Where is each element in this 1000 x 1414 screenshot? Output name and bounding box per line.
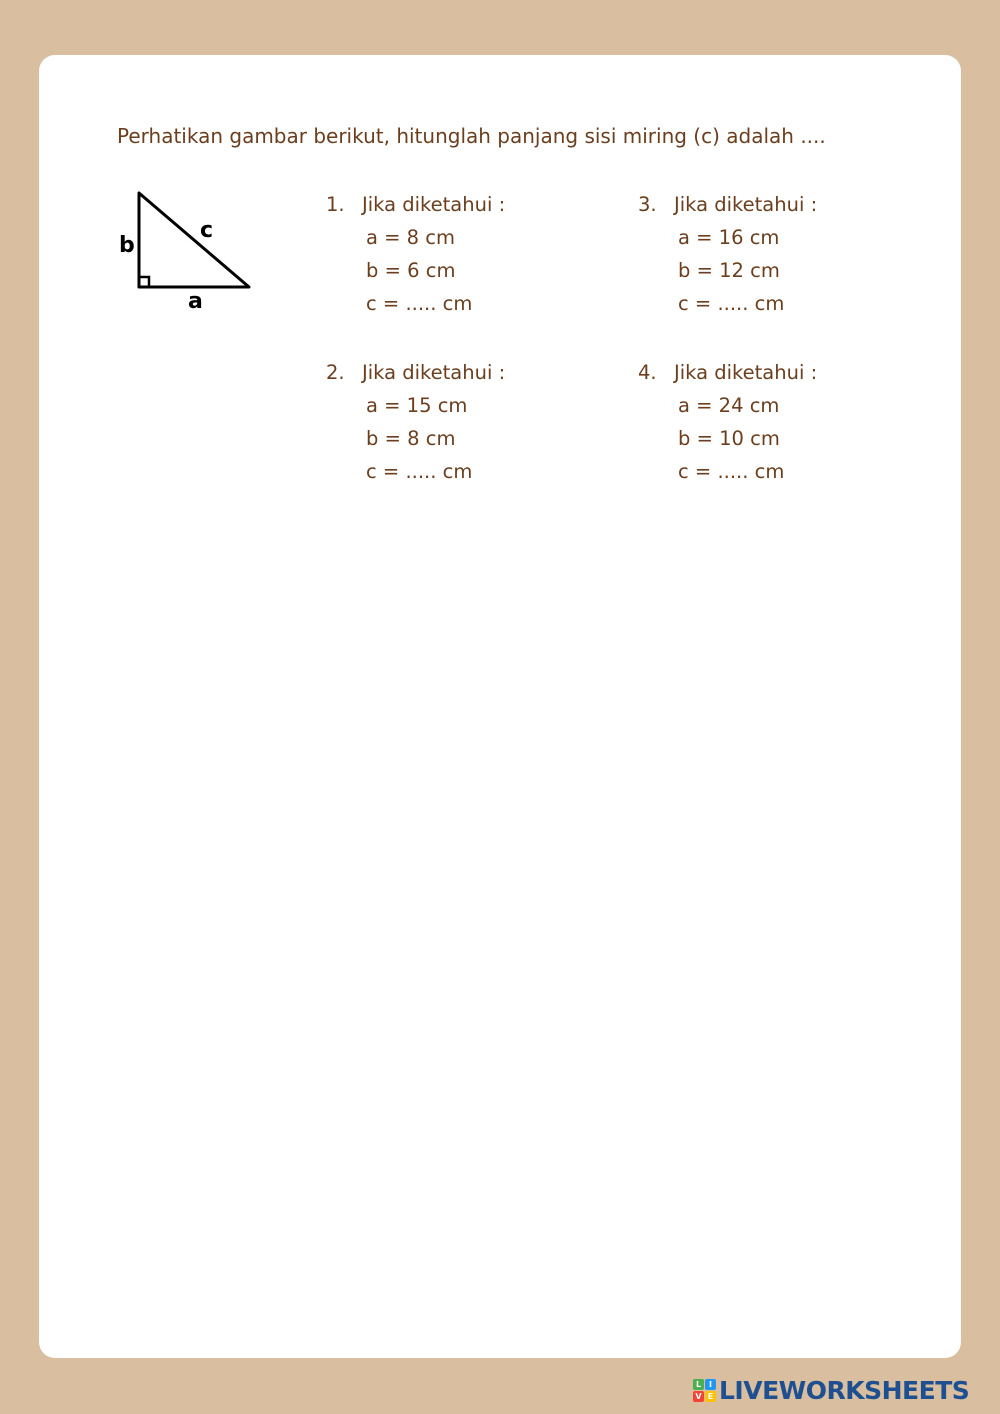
question-4 [638, 361, 818, 493]
question-number: 1. [326, 193, 345, 216]
value-a: a = 24 cm [678, 394, 780, 417]
logo-mark-letter: E [705, 1391, 716, 1402]
liveworksheets-logo [693, 1374, 969, 1406]
question-number: 4. [638, 361, 657, 384]
question-1 [326, 193, 506, 325]
value-b: b = 8 cm [366, 427, 456, 450]
label-a: a [188, 289, 203, 314]
logo-mark-letter: L [693, 1379, 704, 1390]
question-title: Jika diketahui : [674, 193, 818, 216]
question-title: Jika diketahui : [362, 361, 506, 384]
question-number: 3. [638, 193, 657, 216]
value-b: b = 12 cm [678, 259, 780, 282]
question-title: Jika diketahui : [362, 193, 506, 216]
instruction-text: Perhatikan gambar berikut, hitunglah panjang sisi miring (c) adalah .... [117, 124, 826, 148]
value-a: a = 16 cm [678, 226, 780, 249]
triangle-shape [139, 193, 249, 287]
right-triangle-figure [110, 182, 270, 317]
value-a: a = 15 cm [366, 394, 468, 417]
question-title: Jika diketahui : [674, 361, 818, 384]
value-b: b = 6 cm [366, 259, 456, 282]
logo-mark-letter: I [705, 1379, 716, 1390]
question-number: 2. [326, 361, 345, 384]
logo-mark-icon [693, 1379, 716, 1402]
question-3 [638, 193, 818, 325]
value-c-blank: c = ..... cm [678, 292, 785, 315]
value-c-blank: c = ..... cm [678, 460, 785, 483]
value-a: a = 8 cm [366, 226, 456, 249]
brand-name: LIVEWORKSHEETS [719, 1375, 970, 1405]
question-2 [326, 361, 506, 493]
value-c-blank: c = ..... cm [366, 460, 473, 483]
value-c-blank: c = ..... cm [366, 292, 473, 315]
label-b: b [119, 233, 135, 258]
label-c: c [200, 218, 214, 243]
value-b: b = 10 cm [678, 427, 780, 450]
logo-mark-letter: V [693, 1391, 704, 1402]
